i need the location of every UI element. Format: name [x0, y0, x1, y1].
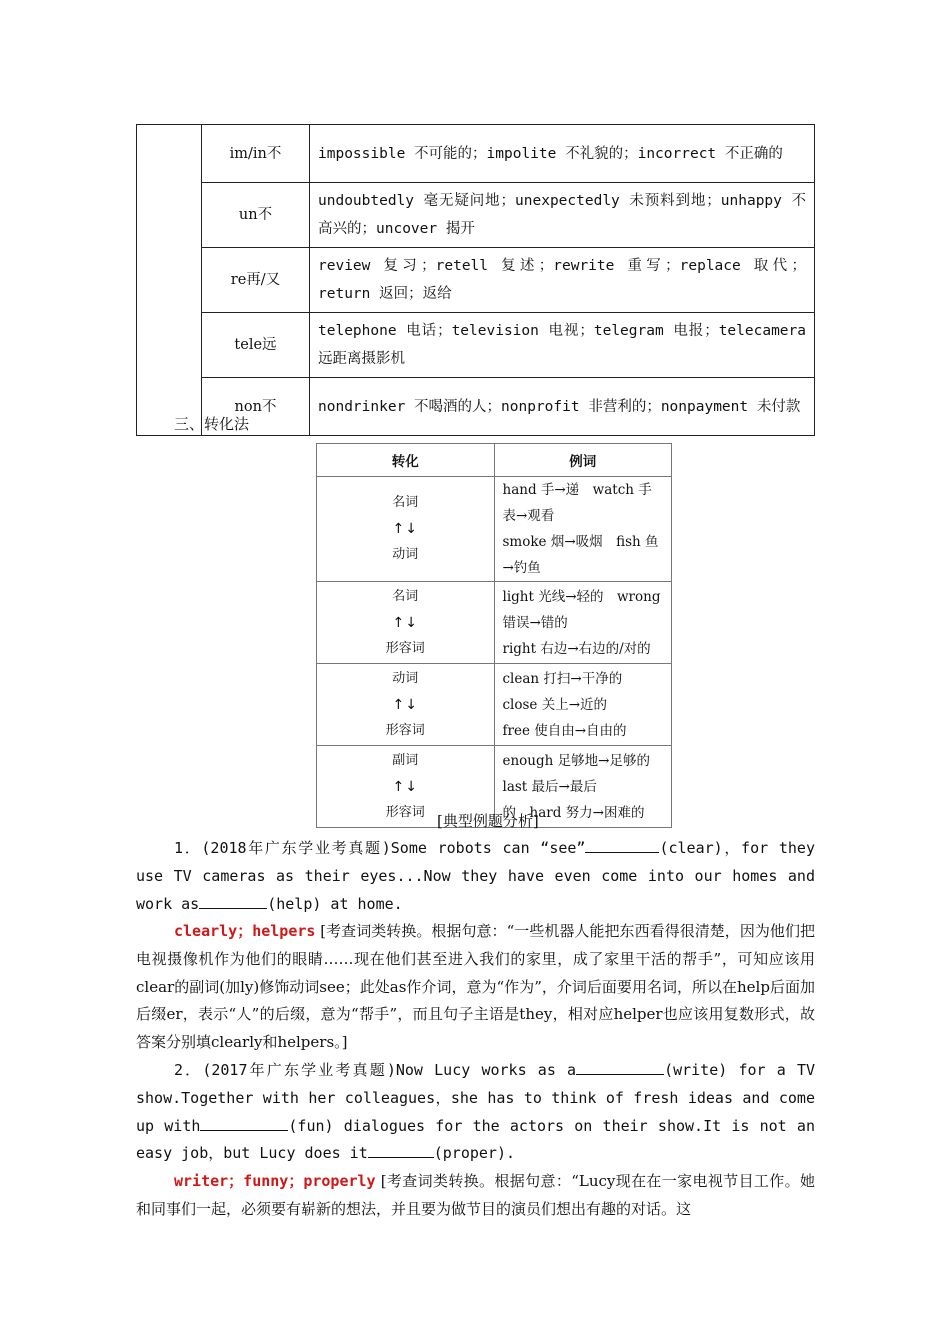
- table-row: [137, 125, 815, 183]
- from-part: 名词: [392, 495, 419, 510]
- from-part: 名词: [392, 588, 419, 604]
- examples-cell: nondrinker 不喝酒的人；nonprofit 非营利的；nonpayment 未付款: [310, 378, 815, 436]
- question-text: (proper).: [433, 1144, 516, 1163]
- answer-blank: [585, 837, 659, 853]
- header-cell-conversion: 转化: [317, 444, 495, 477]
- example-line: hand 手→递 watch 手表→观看: [502, 482, 652, 524]
- example-line: free 使自由→自由的: [502, 722, 627, 739]
- question-text: (clear)，for they use TV cameras as their eyes...Now they have even come into our homes and work as: [136, 839, 815, 913]
- example-line: 的 hard 努力→困难的: [502, 804, 645, 821]
- example-line: light 光线→轻的 wrong 错误→错的: [502, 588, 661, 631]
- question-text: (2018年广东学业考真题)Some robots can “see”: [201, 839, 586, 857]
- answer-2-paragraph: [136, 1168, 815, 1224]
- question-number: 2．: [174, 1061, 203, 1079]
- answer-text: clearly；helpers: [174, 922, 316, 940]
- up-down-arrows-icon: ↑↓: [392, 614, 418, 631]
- answer-blank: [576, 1059, 664, 1075]
- question-2: [136, 1057, 815, 1168]
- to-part: 动词: [392, 547, 419, 562]
- question-text: (help) at home.: [267, 894, 403, 913]
- from-part: 副词: [392, 752, 419, 768]
- example-words-cell: [494, 582, 672, 664]
- table-row: [137, 183, 815, 248]
- header-cell-examples: 例词: [494, 444, 672, 477]
- table-row: [137, 313, 815, 378]
- answer-blank: [368, 1142, 434, 1158]
- example-line: enough 足够地→足够的 last 最后→最后: [502, 752, 664, 795]
- question-number: 1．: [174, 839, 202, 857]
- from-part: 动词: [392, 670, 419, 686]
- answer-blank: [200, 1115, 288, 1131]
- to-part: 形容词: [385, 640, 425, 656]
- conversion-kind-cell: [317, 477, 495, 582]
- answer-1-paragraph: [136, 918, 815, 1057]
- up-down-arrows-icon: ↑↓: [392, 521, 418, 537]
- conversion-table: [316, 443, 672, 828]
- blank-category-cell: [137, 125, 202, 436]
- prefix-cell: un不: [202, 183, 310, 248]
- to-part: 形容词: [385, 804, 425, 820]
- prefix-cell: non不: [202, 378, 310, 436]
- question-text: (write) for a TV show.Together with her colleagues，she has to think of fresh ideas and come up with: [136, 1061, 816, 1135]
- explanation-text: [考查词类转换。根据句意：“Lucy现在在一家电视节目工作。她和同事们一起，必须要有崭新的想法，并且要为做节目的演员们想出有趣的对话。这: [136, 1172, 815, 1218]
- example-line: smoke 烟→吸烟 fish 鱼→钓鱼: [502, 534, 659, 576]
- conversion-kind-cell: [317, 582, 495, 664]
- prefix-cell: im/in不: [202, 125, 310, 183]
- up-down-arrows-icon: ↑↓: [392, 696, 418, 713]
- explanation-text: [考查词类转换。根据句意：“一些机器人能把东西看得很清楚，因为他们把电视摄像机作为他们的眼睛……现在他们甚至进入我们的家里，成了家里干活的帮手”，可知应该用clear的副词(加ly)修饰动词see；此处as作介词，意为“作为”，介词后面要用名词，所以在help后面加后缀er，表示“人”的后缀，意为“帮手”，而且句子主语是they，相对应helper也应该用复数形式，故答案分别填clearly和helpers。]: [136, 922, 815, 1052]
- section-heading: 三、转化法: [174, 415, 250, 433]
- prefix-cell: tele远: [202, 313, 310, 378]
- table-row: [317, 582, 672, 664]
- examples-cell: undoubtedly 毫无疑问地；unexpectedly 未预料到地；unhappy 不高兴的；uncover 揭开: [310, 183, 815, 248]
- example-words-cell: [494, 664, 672, 746]
- question-text: (2017年广东学业考真题)Now Lucy works as a: [202, 1061, 577, 1079]
- answer-blank: [199, 893, 267, 909]
- example-analysis-caption: [典型例题分析]: [437, 812, 539, 830]
- example-line: right 右边→右边的/对的: [502, 640, 651, 657]
- prefix-table: [136, 124, 815, 436]
- table-row: [317, 477, 672, 582]
- up-down-arrows-icon: ↑↓: [392, 778, 418, 795]
- question-text: (fun) dialogues for the actors on their show.It is not an easy job，but Lucy does it: [136, 1116, 815, 1163]
- table-row: [317, 664, 672, 746]
- answer-text: writer；funny；properly: [174, 1172, 376, 1190]
- example-words-cell: [494, 477, 672, 582]
- to-part: 形容词: [385, 722, 425, 738]
- table-header-row: [317, 444, 672, 477]
- example-line: clean 打扫→干净的 close 关上→近的: [502, 670, 636, 713]
- table-row: [137, 248, 815, 313]
- conversion-kind-cell: [317, 664, 495, 746]
- examples-cell: telephone 电话；television 电视；telegram 电报；telecamera 远距离摄影机: [310, 313, 815, 378]
- question-1: [136, 835, 815, 918]
- prefix-cell: re再/又: [202, 248, 310, 313]
- examples-cell: review 复习；retell 复述；rewrite 重写；replace 取代；return 返回；返给: [310, 248, 815, 313]
- examples-cell: impossible 不可能的；impolite 不礼貌的；incorrect 不正确的: [310, 125, 815, 183]
